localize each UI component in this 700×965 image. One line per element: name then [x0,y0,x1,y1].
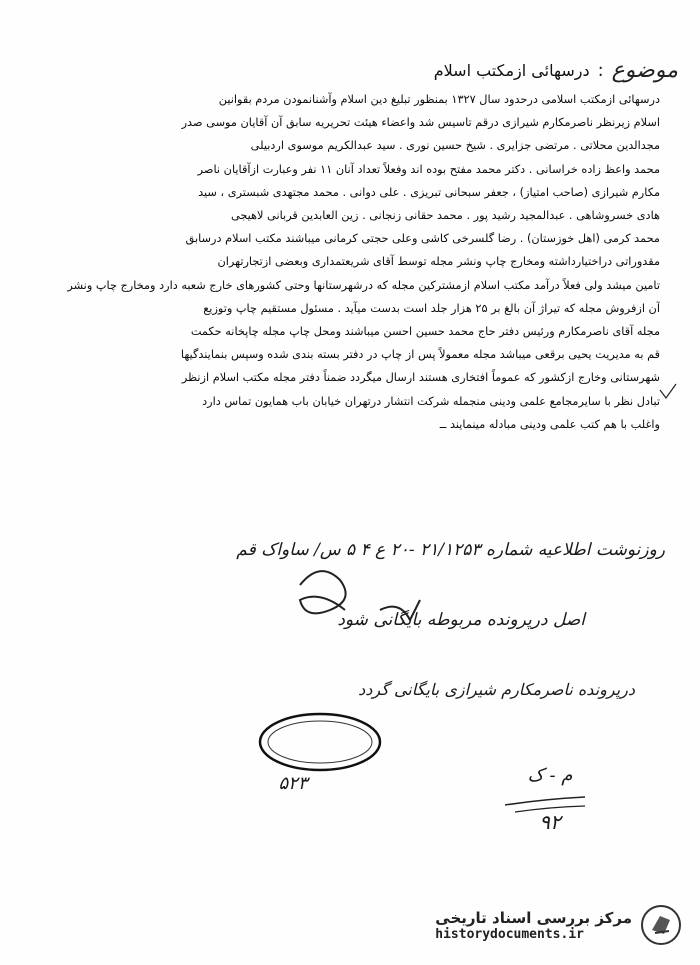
handwritten-code: م - ک [527,765,573,786]
footer-texts [435,909,632,942]
body-line: محمد کرمی (اهل خوزستان) . رضا گلسرخی کاشی وعلی حجتی کرمانی میباشند مکتب اسلام درسابق [185,232,660,246]
page-number: ۹۲ [539,810,561,834]
subject-colon: : [597,59,604,81]
handwritten-original-note: اصل درپرونده مربوطه بایگانی شود [337,610,585,630]
body-text [55,88,660,436]
body-line: واغلب با هم کتب علمی ودینی مبادله مینمایند ــ [439,417,660,431]
body-line: مقدوراتی دراختیارداشته ومخارج چاپ ونشر مجله توسط آقای شریعتمداری وبعضی ازتجارتهران [217,255,660,269]
body-line: درسهائی ازمکتب اسلامی درحدود سال ۱۳۲۷ بمنظور تبلیغ دین اسلام وآشنانمودن مردم بقوانین [218,93,660,106]
check-mark [660,384,676,398]
body-line: تامین میشد ولی فعلاً درآمد مکتب اسلام ازمشترکین مجله که درشهرستانها وحتی کشورهای خارج شعبه دارد ومخارج چاپ ونشر [67,278,660,292]
handwritten-dossier-note: درپرونده ناصرمکارم شیرازی بایگانی گردد [358,680,635,699]
subject-label: موضوع [611,57,678,83]
footer-org: مرکز بررسی اسناد تاریخی [435,908,632,927]
body-line: تبادل نظر با سایرمجامع علمی ودینی منجمله شرکت انتشار درتهران خیابان باب همایون تماس دارد [202,394,660,408]
stamp-number: ۵۲۳ [278,773,308,794]
body-line: هادی خسروشاهی . عبدالمجید رشید پور . محمد حقانی زنجانی . زین العابدین قربانی لاهیجی [230,209,660,223]
body-line: شهرستانی وخارج ازکشور که عموماً افتخاری هستند ارسال میگردد ضمناً دفتر مجله مکتب اسلام ازنظر [181,371,660,385]
archive-stamp-oval [260,714,380,770]
document-header [420,50,678,90]
signature-scribble [300,571,346,613]
document-title: درسهائی ازمکتب اسلام [433,60,590,80]
body-line: مجدالدین محلاتی . مرتضی جزایری . شیخ حسین نوری . سید عبدالکریم موسوی اردبیلی [250,139,660,153]
body-line: قم به مدیریت یحیی برقعی میباشد مجله معمولاً پس از چاپ در دفتر بسته بندی شده وسپس بنمایندگیها [180,348,660,362]
body-line: اسلام زیرنظر ناصرمکارم شیرازی درقم تاسیس شد واعضاء هیئت تحریریه سابق آن آقایان موسی صدر [181,116,660,130]
document-logo-icon [640,904,682,946]
body-line: محمد واعظ زاده خراسانی . دکتر محمد مفتح بوده اند وفعلاً تعداد آنان ۱۱ نفر وعبارت ازآقایان ناصر [197,162,660,176]
body-line: مجله آقای ناصرمکارم ورئیس دفتر حاج محمد حسین احسن میباشند ومحل چاپ مجله چاپخانه حکمت [190,325,660,339]
footer [392,899,682,951]
handwritten-main-note: روزنوشت اطلاعیه شماره ۲۱/۱۲۵۳ -۲۰ ع ۴ ۵ س/ ساواک قم [236,540,665,560]
body-line: مکارم شیرازی (صاحب امتیاز) ، جعفر سبحانی تبریزی . علی دوانی . محمد مجتهدی شبستری ، سید [198,185,660,199]
footer-url[interactable]: historydocuments.ir [435,926,584,942]
body-line: آن ازفروش مجله که تیراژ آن بالغ بر ۲۵ هزار جلد است بدست میآید . مسئول مستقیم چاپ وتوزیع [203,301,660,315]
code-underline [505,797,585,805]
